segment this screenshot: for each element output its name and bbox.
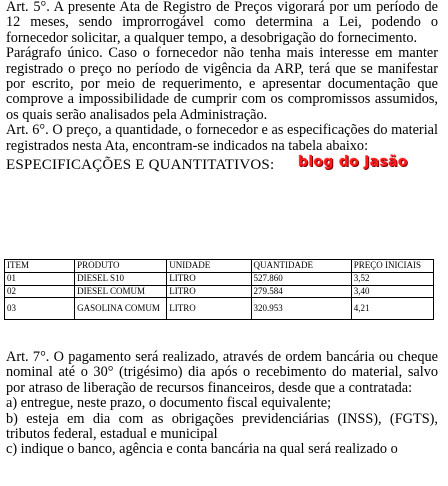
cell-item: 01 bbox=[5, 273, 75, 286]
table-header-row bbox=[5, 260, 434, 273]
cell-unidade: LITRO bbox=[167, 298, 251, 320]
specifications-table bbox=[4, 259, 434, 320]
header-unidade: UNIDADE bbox=[167, 260, 251, 273]
header-quantidade: QUANTIDADE bbox=[251, 260, 351, 273]
cell-quantidade: 320.953 bbox=[251, 298, 351, 320]
art7-paragraph: Art. 7°. O pagamento será realizado, através de ordem bancária ou cheque nominal até o 30° (trigésimo) dia após o recebimento do material, salvo por atraso de liberação de recursos financeiros, desde que a contratada: bbox=[6, 349, 438, 396]
cell-unidade: LITRO bbox=[167, 273, 251, 286]
header-preco: PREÇO INICIAIS bbox=[351, 260, 433, 273]
cell-produto: DIESEL S10 bbox=[75, 273, 167, 286]
art5-paragraph: Art. 5°. A presente Ata de Registro de Preços vigorará por um período de 12 meses, sendo improrrogável como determina a Lei, podendo o fornecedor solicitar, a qualquer tempo, a desobrigação do fornecimento. bbox=[6, 0, 438, 46]
cell-quantidade: 279.584 bbox=[251, 285, 351, 298]
art7-item-c: c) indique o banco, agência e conta bancária na qual será realizado o bbox=[6, 441, 398, 458]
paragrafo-unico-paragraph: Parágrafo único. Caso o fornecedor não tenha mais interesse em manter registrado o preço no período de vigência da ARP, terá que se manifestar por escrito, por meio de requerimento, e apresentar documentação que comprove a impossibilidade de cumprir com os compromissos assumidos, os quais serão analisados pela Administração. bbox=[6, 45, 438, 123]
section-heading-row bbox=[6, 154, 438, 176]
table-row bbox=[5, 298, 434, 320]
cell-item: 03 bbox=[5, 298, 75, 320]
cell-quantidade: 527.860 bbox=[251, 273, 351, 286]
cell-preco: 4,21 bbox=[351, 298, 433, 320]
section-heading: ESPECIFICAÇÕES E QUANTITATIVOS: bbox=[6, 157, 275, 174]
header-item: ITEM bbox=[5, 260, 75, 273]
art7-item-b: b) esteja em dia com as obrigações previdenciárias (INSS), (FGTS), tributos federal, estadual e municipal bbox=[6, 410, 438, 443]
document-upper bbox=[6, 0, 438, 176]
table-row bbox=[5, 273, 434, 286]
document-lower bbox=[6, 350, 438, 458]
cell-preco: 3,52 bbox=[351, 273, 433, 286]
table-row bbox=[5, 285, 434, 298]
cell-item: 02 bbox=[5, 285, 75, 298]
art6-paragraph: Art. 6°. O preço, a quantidade, o fornecedor e as especificações do material registrados nesta Ata, encontram-se indicados na tabela abaixo: bbox=[6, 122, 438, 154]
cell-produto: GASOLINA COMUM bbox=[75, 298, 167, 320]
art7-item-a: a) entregue, neste prazo, o documento fiscal equivalente; bbox=[6, 395, 332, 412]
cell-preco: 3,40 bbox=[351, 285, 433, 298]
header-produto: PRODUTO bbox=[75, 260, 167, 273]
cell-produto: DIESEL COMUM bbox=[75, 285, 167, 298]
blog-watermark: blog do Jasão bbox=[298, 154, 408, 171]
cell-unidade: LITRO bbox=[167, 285, 251, 298]
